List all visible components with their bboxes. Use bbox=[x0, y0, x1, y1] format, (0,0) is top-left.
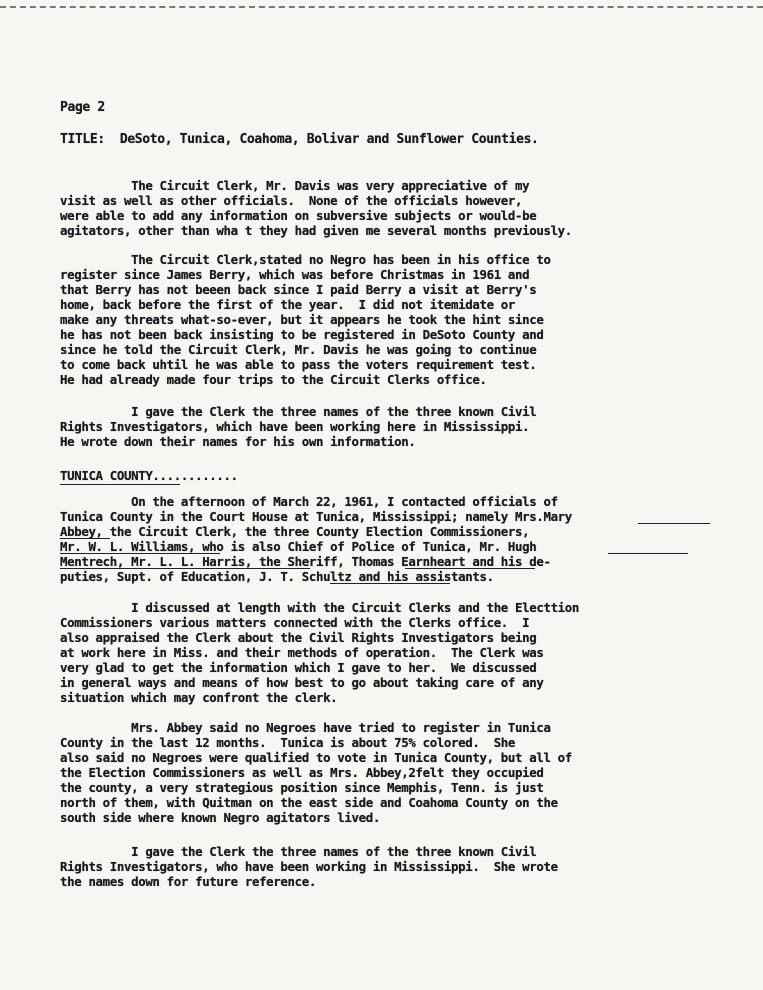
name-underline bbox=[608, 553, 688, 554]
paragraph-5 bbox=[60, 600, 579, 705]
text-line: Abbey, the Circuit Clerk, the three County Election Commissioners, bbox=[60, 524, 530, 539]
page-top-edge bbox=[0, 6, 763, 8]
text-line: Rights Investigators, who have been working in Mississippi. She wrote bbox=[60, 859, 558, 874]
name-underline bbox=[405, 568, 535, 569]
paragraph-4 bbox=[60, 494, 572, 584]
text-line: south side where known Negro agitators lived. bbox=[60, 810, 380, 825]
text-line: On the afternoon of March 22, 1961, I contacted officials of bbox=[60, 494, 558, 509]
text-line: very glad to get the information which I gave to her. We discussed bbox=[60, 660, 537, 675]
text-line: I gave the Clerk the three names of the three known Civil bbox=[60, 404, 537, 419]
text-line: Commissioners various matters connected with the Clerks office. I bbox=[60, 615, 530, 630]
text-line: that Berry has not beeen back since I paid Berry a visit at Berry's bbox=[60, 282, 537, 297]
text-line: situation which may confront the clerk. bbox=[60, 690, 338, 705]
text-line: register since James Berry, which was before Christmas in 1961 and bbox=[60, 267, 530, 282]
text-line: I discussed at length with the Circuit Clerks and the Electtion bbox=[60, 600, 580, 615]
text-line: County in the last 12 months. Tunica is about 75% colored. She bbox=[60, 735, 516, 750]
text-line: north of them, with Quitman on the east side and Coahoma County on the bbox=[60, 795, 558, 810]
title-label: TITLE: bbox=[60, 132, 105, 147]
paragraph-1 bbox=[60, 178, 572, 238]
text-line: were able to add any information on subversive subjects or would-be bbox=[60, 208, 537, 223]
text-line: home, back before the first of the year. I did not itemidate or bbox=[60, 297, 516, 312]
text-line: to come back uhtil he was able to pass the voters requirement test. bbox=[60, 357, 537, 372]
text-line: The Circuit Clerk,stated no Negro has been in his office to bbox=[60, 252, 551, 267]
text-line: Mr. W. L. Williams, who is also Chief of Police of Tunica, Mr. Hugh bbox=[60, 539, 537, 554]
name-underline bbox=[60, 553, 220, 554]
text-line: since he told the Circuit Clerk, Mr. Davis he was going to continue bbox=[60, 342, 537, 357]
text-line: I gave the Clerk the three names of the three known Civil bbox=[60, 844, 537, 859]
text-line: Tunica County in the Court House at Tunica, Mississippi; namely Mrs.Mary bbox=[60, 509, 572, 524]
text-line: the Election Commissioners as well as Mrs. Abbey,2felt they occupied bbox=[60, 765, 544, 780]
text-line: the county, a very strategious position since Memphis, Tenn. is just bbox=[60, 780, 544, 795]
text-line: the names down for future reference. bbox=[60, 874, 316, 889]
section-heading: TUNICA COUNTY............ bbox=[60, 468, 238, 483]
paragraph-2 bbox=[60, 252, 551, 387]
text-line: He had already made four trips to the Circuit Clerks office. bbox=[60, 372, 487, 387]
text-line: also said no Negroes were qualified to vote in Tunica County, but all of bbox=[60, 750, 572, 765]
text-line: Mrs. Abbey said no Negroes have tried to register in Tunica bbox=[60, 720, 551, 735]
text-line: Mentrech, Mr. L. L. Harris, the Sheriff, Thomas Earnheart and his de- bbox=[60, 554, 551, 569]
text-line: make any threats what-so-ever, but it appears he took the hint since bbox=[60, 312, 544, 327]
paragraph-3 bbox=[60, 404, 536, 449]
page-number: Page 2 bbox=[60, 100, 105, 115]
document-title bbox=[60, 132, 539, 147]
text-line: also appraised the Clerk about the Civil Rights Investigators being bbox=[60, 630, 537, 645]
text-line: He wrote down their names for his own information. bbox=[60, 434, 416, 449]
text-line: in general ways and means of how best to go about taking care of any bbox=[60, 675, 544, 690]
heading-underline bbox=[60, 484, 180, 485]
text-line: at work here in Miss. and their methods of operation. The Clerk was bbox=[60, 645, 544, 660]
text-line: he has not been back insisting to be registered in DeSoto County and bbox=[60, 327, 544, 342]
text-line: The Circuit Clerk, Mr. Davis was very appreciative of my bbox=[60, 178, 530, 193]
title-text: DeSoto, Tunica, Coahoma, Bolivar and Sunflower Counties. bbox=[119, 132, 539, 147]
text-line: agitators, other than wha t they had given me several months previously. bbox=[60, 223, 572, 238]
name-underline bbox=[60, 538, 110, 539]
text-line: Rights Investigators, which have been working here in Mississippi. bbox=[60, 419, 530, 434]
name-underline bbox=[330, 583, 450, 584]
text-line: puties, Supt. of Education, J. T. Schultz and his assistants. bbox=[60, 569, 494, 584]
paragraph-7 bbox=[60, 844, 558, 889]
paragraph-6 bbox=[60, 720, 572, 825]
name-underline bbox=[60, 568, 310, 569]
text-line: visit as well as other officials. None of the officials however, bbox=[60, 193, 523, 208]
name-underline bbox=[638, 523, 710, 524]
